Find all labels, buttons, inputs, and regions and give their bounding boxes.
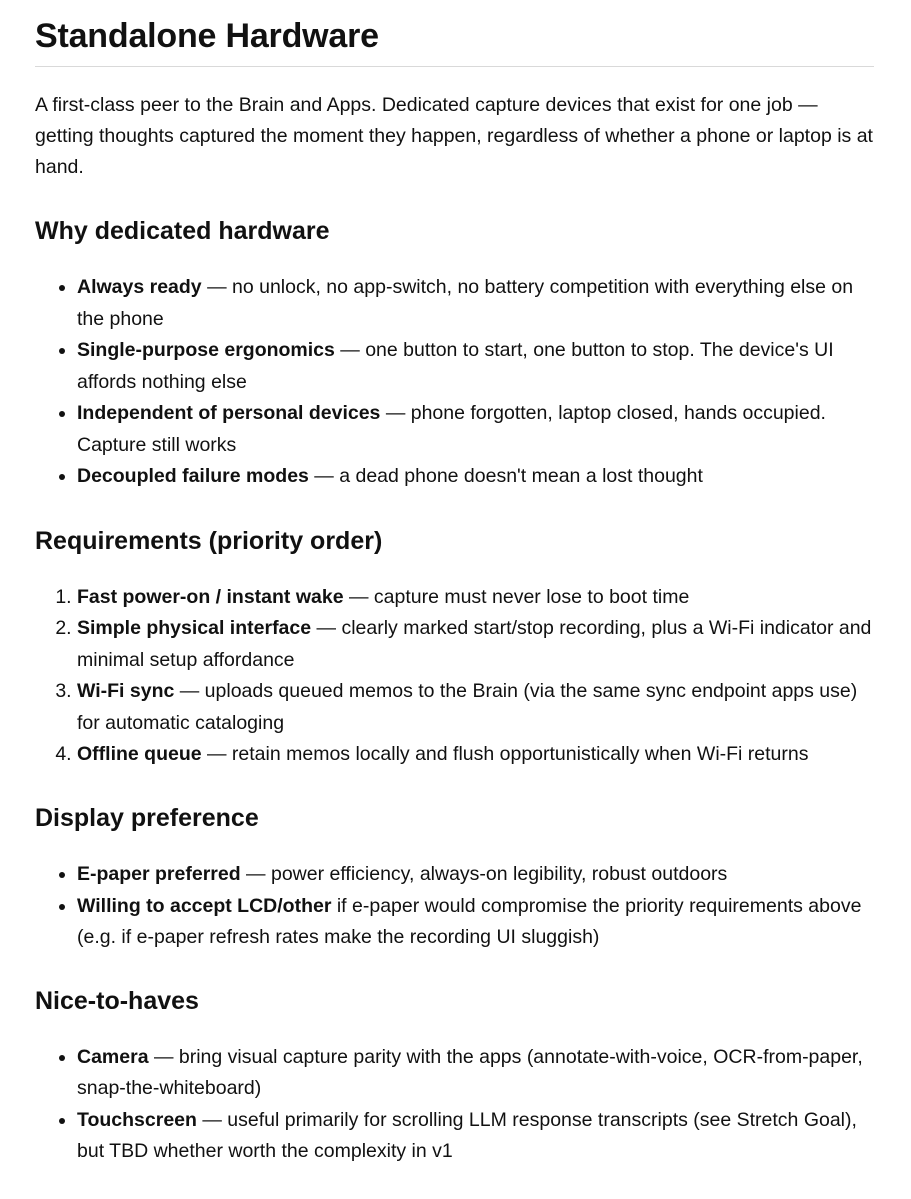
list-item-term: Fast power-on / instant wake <box>77 585 344 608</box>
list-item-term: Offline queue <box>77 743 202 766</box>
section-heading-display: Display preference <box>35 803 259 832</box>
list-item <box>77 582 874 614</box>
list-item-term: Wi-Fi sync <box>77 680 175 703</box>
section-heading-requirements: Requirements (priority order) <box>35 526 383 555</box>
list-item-text: — uploads queued memos to the Brain (via the same sync endpoint apps use) for automatic cataloging <box>77 680 858 734</box>
list-item-term: Single-purpose ergonomics <box>77 339 335 362</box>
page-title: Standalone Hardware <box>35 12 874 67</box>
list-item <box>77 676 874 739</box>
list-item-text: — a dead phone doesn't mean a lost thought <box>308 465 703 488</box>
list-item <box>77 1042 874 1105</box>
list-item <box>77 272 874 335</box>
list-item <box>77 859 874 891</box>
list-item-text: — power efficiency, always-on legibility, robust outdoors <box>240 863 728 886</box>
list-item-text: if e-paper would compromise the priority requirements above (e.g. if e-paper refresh rates make the recording UI sluggish) <box>77 894 862 949</box>
list-item-term: Camera <box>77 1045 149 1068</box>
section-heading-nice-to-haves: Nice-to-haves <box>35 986 199 1015</box>
intro-paragraph: A first-class peer to the Brain and Apps. Dedicated capture devices that exist for one job — getting thoughts captured the moment they happen, regardless of whether a phone or laptop is at hand. <box>35 93 873 178</box>
list-item <box>77 461 874 493</box>
list-item-term: E-paper preferred <box>77 863 241 886</box>
list-item-term: Touchscreen <box>77 1108 197 1131</box>
list-item-text: — useful primarily for scrolling LLM response transcripts (see Stretch Goal), but TBD whether worth the complexity in v1 <box>77 1108 857 1163</box>
list-item <box>77 1105 874 1168</box>
list-item-text: — one button to start, one button to stop. The device's UI affords nothing else <box>77 339 834 393</box>
list-item-term: Independent of personal devices <box>77 402 381 425</box>
list-item-text: — clearly marked start/stop recording, plus a Wi-Fi indicator and minimal setup affordance <box>77 617 872 671</box>
list-item-term: Always ready <box>77 276 202 299</box>
nice-to-haves-list <box>35 1042 874 1168</box>
list-item-term: Simple physical interface <box>77 617 312 640</box>
list-item <box>77 891 874 954</box>
list-item-text: — capture must never lose to boot time <box>343 585 690 608</box>
list-item <box>77 739 874 771</box>
list-item-text: — phone forgotten, laptop closed, hands occupied. Capture still works <box>77 402 826 456</box>
requirements-list <box>35 582 874 771</box>
display-list <box>35 859 874 954</box>
why-list <box>35 272 874 493</box>
section-heading-why: Why dedicated hardware <box>35 216 330 245</box>
list-item-term: Willing to accept LCD/other <box>77 894 332 917</box>
list-item <box>77 398 874 461</box>
list-item <box>77 335 874 398</box>
list-item-term: Decoupled failure modes <box>77 465 309 488</box>
list-item-text: — retain memos locally and flush opportunistically when Wi-Fi returns <box>201 743 809 766</box>
list-item-text: — bring visual capture parity with the apps (annotate-with-voice, OCR-from-paper, snap-the-whiteboard) <box>77 1045 863 1100</box>
list-item-text: — no unlock, no app-switch, no battery competition with everything else on the phone <box>77 276 854 330</box>
list-item <box>77 613 874 676</box>
